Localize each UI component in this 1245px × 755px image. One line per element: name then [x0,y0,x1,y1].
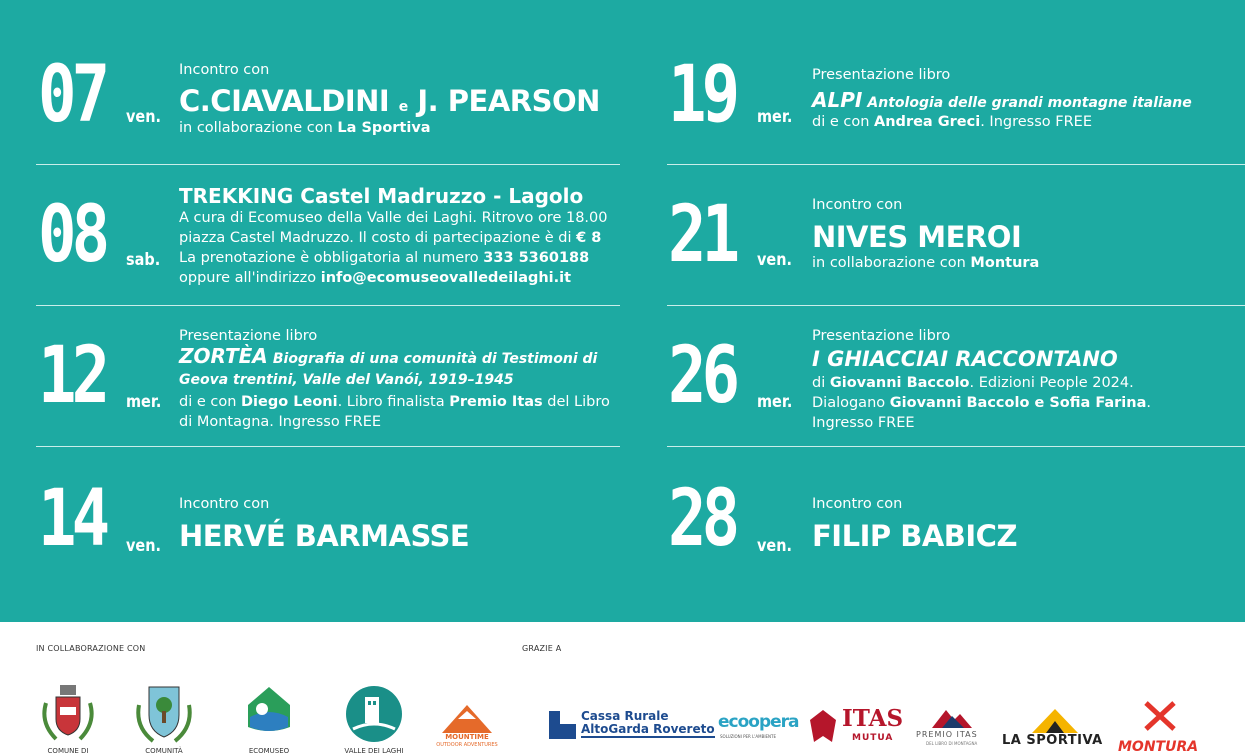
event-weekday: mer. [757,107,793,127]
divider [36,446,620,447]
event-book: I GHIACCIAI RACCONTANO [812,347,1118,371]
event-day: 07 [38,50,106,140]
comune-crest-icon [38,683,98,745]
event-title: HERVÉ BARMASSE [179,519,470,553]
event-description: di Giovanni Baccolo. Edizioni People 2024. Dialogano Giovanni Baccolo e Sofia Farina. Ingresso FREE [812,375,1151,431]
event-weekday: mer. [757,392,793,412]
partner-caption: MOUNTIME [445,733,489,741]
event-intro: Incontro con [812,496,903,512]
event-intro: Presentazione libro [812,67,951,83]
sportiva-mountain-icon [1030,707,1080,733]
montura-icon [1142,699,1178,733]
event-intro: Incontro con [812,197,903,213]
divider [667,305,1245,306]
divider [36,164,620,165]
collab-label: IN COLLABORAZIONE CON [36,644,146,653]
itas-eagle-icon [808,708,838,744]
event-day: 19 [668,50,736,140]
event-title: C.CIAVALDINI e J. PEARSON [179,84,600,118]
event-day: 21 [668,190,736,280]
event-weekday: ven. [126,107,161,127]
thanks-label: GRAZIE A [522,644,562,653]
sponsor-cassa-rurale: Cassa Rurale AltoGarda Rovereto [581,709,715,736]
event-weekday: ven. [757,536,792,556]
sponsor-itas: ITAS [842,705,904,732]
event-day: 14 [38,474,106,564]
event-day: 28 [668,474,736,564]
sponsor-ecoopera: ecoopera [718,712,799,732]
event-intro: Incontro con [179,496,270,512]
itas-sub: MUTUA [852,733,894,743]
partner-caption: COMUNE DI [47,747,89,755]
sponsor-montura: MONTURA [1118,739,1199,755]
event-collab: in collaborazione con Montura [812,255,1040,271]
premio-mountain-icon [930,706,974,728]
partner-caption: ECOMUSEO [248,747,290,755]
sponsor-la-sportiva: LA SPORTIVA [1002,733,1103,748]
comunita-crest-icon [133,683,195,745]
mountime-sub: OUTDOOR ADVENTURES [436,742,498,748]
cassa-rurale-mark [560,711,576,724]
event-weekday: mer. [126,392,162,412]
event-day: 26 [668,331,736,421]
event-weekday: ven. [757,250,792,270]
divider [667,164,1245,165]
event-intro: Presentazione libro [179,328,318,344]
event-weekday: sab. [126,250,161,270]
divider [36,305,620,306]
premio-sub: DEL LIBRO DI MONTAGNA [926,741,978,746]
mountime-icon [440,703,494,733]
event-intro: Presentazione libro [812,328,951,344]
event-title: NIVES MEROI [812,220,1022,254]
partner-caption: VALLE DEI LAGHI [344,747,404,755]
event-book: ALPI Antologia delle grandi montagne italiane [812,88,1192,112]
ecomuseo-icon [246,685,292,733]
partner-caption: COMUNITÀ [145,747,183,755]
event-title: TREKKING Castel Madruzzo - Lagolo [179,184,584,208]
event-book: ZORTÈA Biografia di una comunità di Testimoni di Geova trentini, Valle del Vanói, 1919–1945 [179,344,598,388]
event-collab: in collaborazione con La Sportiva [179,120,431,136]
event-weekday: ven. [126,536,161,556]
event-description: A cura di Ecomuseo della Valle dei Laghi. Ritrovo ore 18.00 piazza Castel Madruzzo. Il costo di partecipazione è di € 8 La prenotazione è obbligatoria al numero 333 5360188 oppure all'indirizzo info@ecomuseovalledeilaghi.it [179,210,608,286]
event-intro: Incontro con [179,62,270,78]
ecoopera-sub: SOLUZIONI PER L'AMBIENTE [720,734,777,739]
event-title: FILIP BABICZ [812,519,1017,553]
divider [667,446,1245,447]
event-description: di e con Andrea Greci. Ingresso FREE [812,114,1092,130]
event-day: 12 [38,331,106,421]
valle-laghi-icon [345,685,403,743]
event-day: 08 [38,190,106,280]
sponsor-premio: PREMIO ITAS [916,730,978,739]
event-description: di e con Diego Leoni. Libro finalista Premio Itas del Libro di Montagna. Ingresso FREE [179,394,610,430]
